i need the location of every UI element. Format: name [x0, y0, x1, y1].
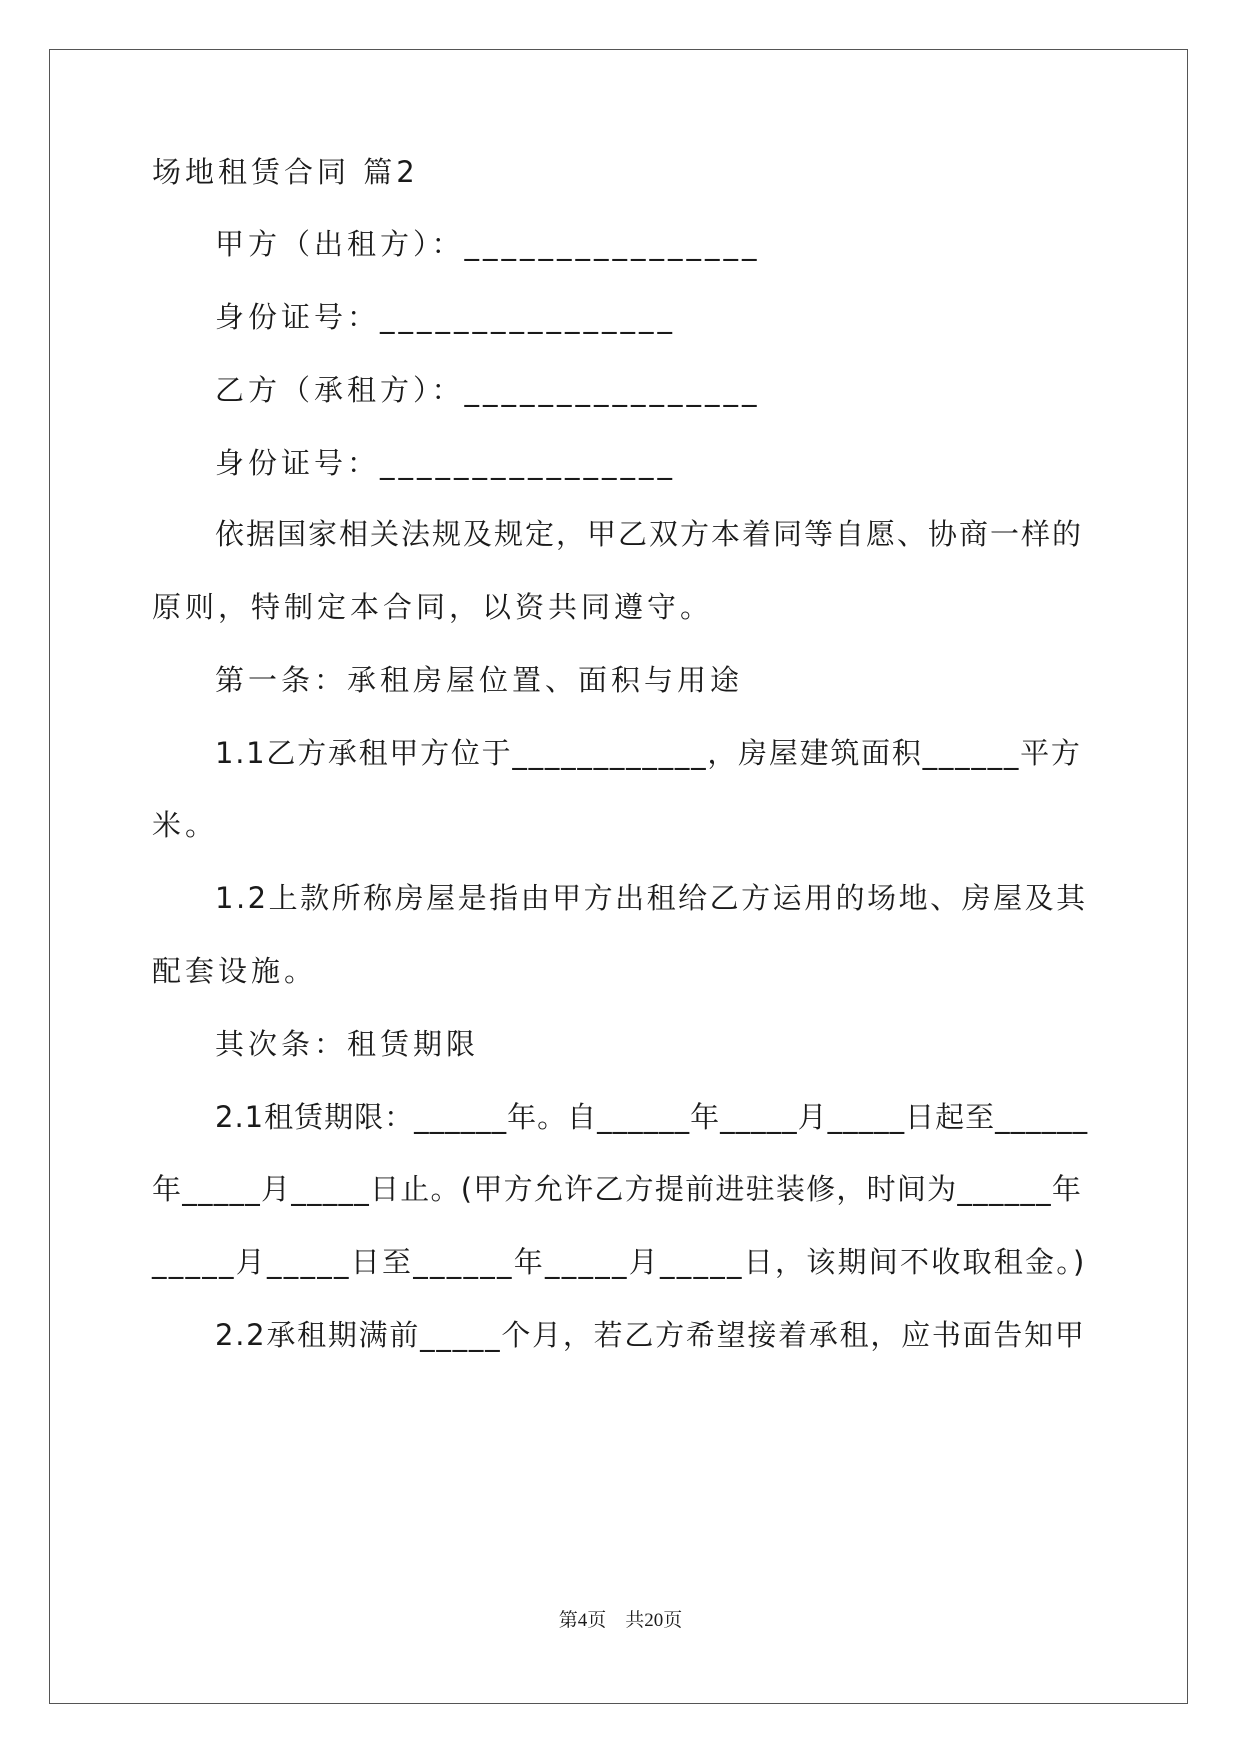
paragraph-line: 原则，特制定本合同，以资共同遵守。 — [152, 590, 714, 624]
page-border — [49, 49, 1188, 1704]
party-b-id-line: 身份证号：________________ — [215, 446, 677, 480]
article-heading: 第一条：承租房屋位置、面积与用途 — [215, 663, 744, 697]
party-a-line: 甲方（出租方）：________________ — [215, 227, 761, 261]
article-heading: 其次条：租赁期限 — [215, 1027, 480, 1061]
paragraph-line: 米。 — [152, 808, 219, 842]
paragraph-line: 1.1乙方承租甲方位于____________，房屋建筑面积______平方 — [215, 736, 1082, 770]
paragraph-line: 年_____月_____日止。(甲方允许乙方提前进驻装修，时间为______年 — [152, 1172, 1083, 1206]
document-title: 场地租赁合同 篇2 — [152, 155, 419, 189]
paragraph-line: 2.2承租期满前_____个月，若乙方希望接着承租，应书面告知甲 — [215, 1318, 1086, 1352]
page-number: 第4页 共20页 — [558, 1610, 683, 1631]
paragraph-line: 依据国家相关法规及规定，甲乙双方本着同等自愿、协商一样的 — [215, 517, 1084, 551]
paragraph-line: _____月_____日至______年_____月_____日，该期间不收取租金。) — [152, 1245, 1087, 1279]
paragraph-line: 配套设施。 — [152, 954, 318, 988]
paragraph-line: 2.1租赁期限：______年。自______年_____月_____日起至______ — [215, 1100, 1089, 1134]
party-b-line: 乙方（承租方）：________________ — [215, 373, 761, 407]
party-a-id-line: 身份证号：________________ — [215, 300, 677, 334]
paragraph-line: 1.2上款所称房屋是指由甲方出租给乙方运用的场地、房屋及其 — [215, 881, 1088, 915]
